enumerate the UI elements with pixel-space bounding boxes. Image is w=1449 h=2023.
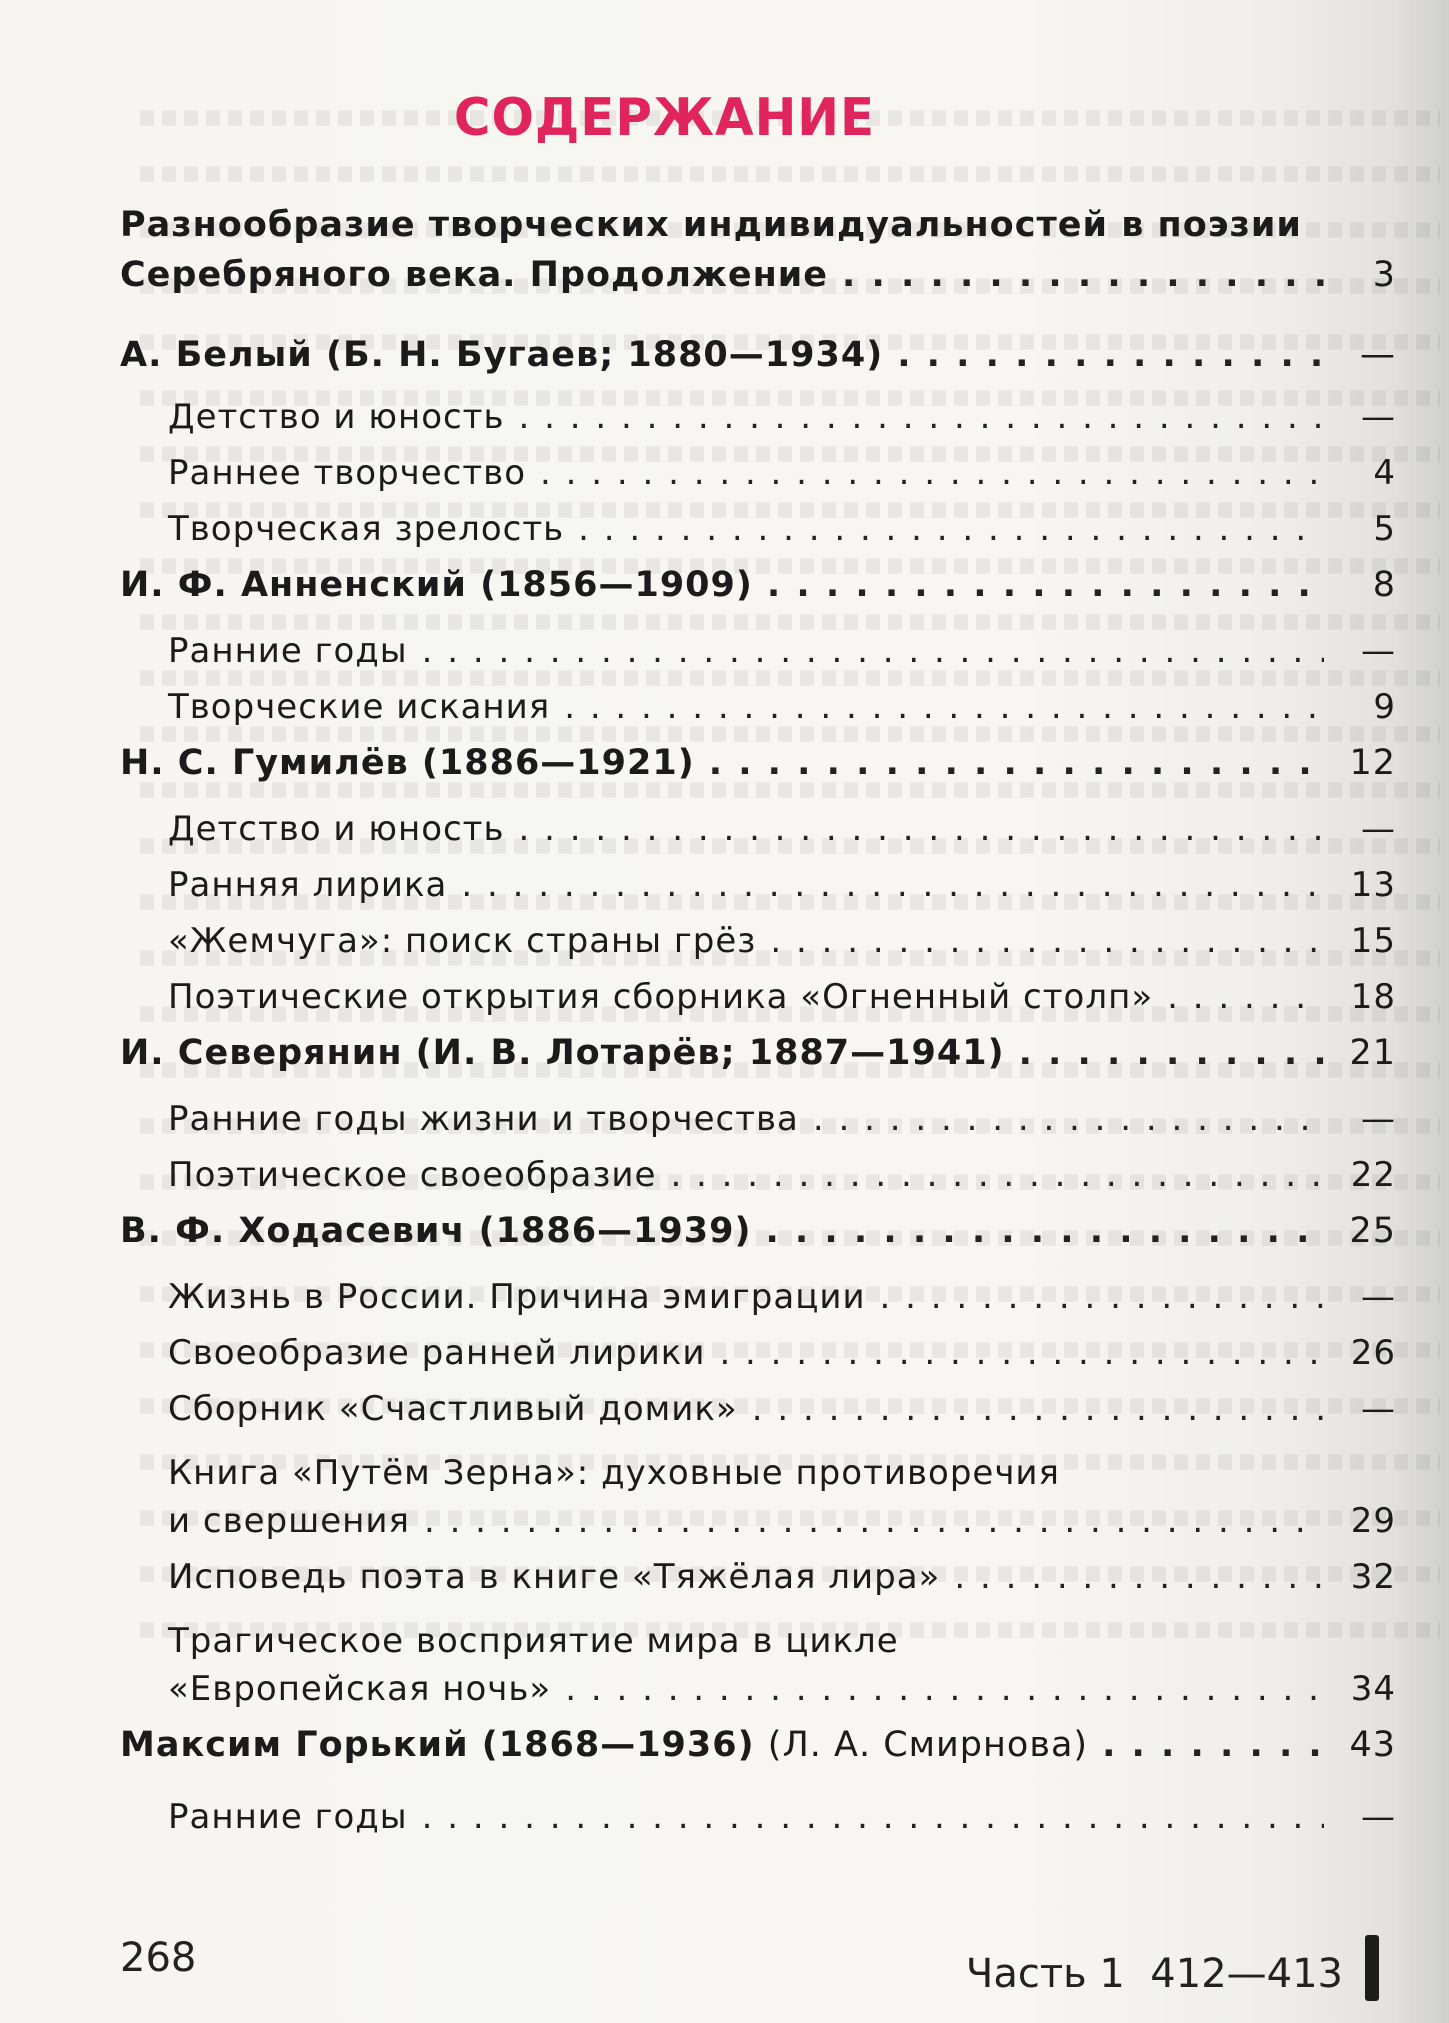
toc-page-number: —: [1361, 631, 1396, 671]
dot-leader: [765, 1211, 1324, 1251]
dot-leader: [565, 1669, 1324, 1709]
toc-entry-title: Творческие искания: [168, 687, 551, 727]
toc-entry-title-line1: Книга «Путём Зерна»: духовные противоречия: [168, 1453, 1060, 1493]
toc-entry[interactable]: [120, 509, 1396, 565]
toc-entry-title: Поэтическое своеобразие: [168, 1155, 657, 1195]
toc-page-number: —: [1361, 1099, 1396, 1139]
dot-leader: [842, 255, 1324, 295]
toc-entry-title: Ранние годы жизни и творчества: [168, 1099, 799, 1139]
toc-page-number: 32: [1350, 1557, 1396, 1597]
section-title-text: Максим Горький (1868—1936): [120, 1725, 755, 1765]
toc-section-title: [120, 1725, 1088, 1765]
page-number: 268: [120, 1935, 197, 1981]
toc-entry-title: Детство и юность: [168, 397, 505, 437]
dot-leader: [670, 1155, 1324, 1195]
dot-leader: [422, 1797, 1324, 1837]
dot-leader: [1167, 977, 1324, 1017]
toc-page-number: —: [1361, 397, 1396, 437]
toc-entry-title: и свершения: [168, 1501, 410, 1541]
toc-entry[interactable]: [120, 1669, 1396, 1725]
toc-page-number: 18: [1350, 977, 1396, 1017]
section-author: (Л. А. Смирнова): [767, 1725, 1089, 1765]
toc-entry-title: Жизнь в России. Причина эмиграции: [168, 1277, 866, 1317]
section-marker: [1365, 1935, 1379, 2001]
dot-leader: [709, 743, 1324, 783]
toc-page-number: —: [1361, 1389, 1396, 1429]
toc-entry-title: Своеобразие ранней лирики: [168, 1333, 706, 1373]
toc-entry[interactable]: [120, 809, 1396, 865]
toc-page-number: 29: [1350, 1501, 1396, 1541]
toc-entry-title: Ранняя лирика: [168, 865, 448, 905]
dot-leader: [752, 1389, 1324, 1429]
toc-entry-title: Сборник «Счастливый домик»: [168, 1389, 738, 1429]
toc-page-number: 25: [1349, 1211, 1396, 1251]
toc-entry[interactable]: [120, 1333, 1396, 1389]
footer-part-code: [966, 1935, 1379, 2001]
toc-entry-intro[interactable]: [120, 255, 1396, 317]
page-title: СОДЕРЖАНИЕ: [453, 88, 876, 148]
dot-leader: [461, 865, 1324, 905]
toc-page-number: 4: [1373, 453, 1396, 493]
toc-page-number: —: [1360, 335, 1396, 375]
toc-entry-title: «Европейская ночь»: [168, 1669, 552, 1709]
dot-leader: [954, 1557, 1324, 1597]
toc-section-severyanin[interactable]: [120, 1033, 1396, 1099]
toc-entry[interactable]: [120, 1501, 1396, 1557]
toc-page-number: 43: [1349, 1725, 1396, 1765]
toc-page-number: 5: [1373, 509, 1396, 549]
toc-page-number: 13: [1350, 865, 1396, 905]
toc-page-number: —: [1361, 809, 1396, 849]
toc-section-annensky[interactable]: [120, 565, 1396, 631]
dot-leader: [767, 565, 1324, 605]
toc-entry[interactable]: [120, 977, 1396, 1033]
table-of-contents: [120, 205, 1396, 1853]
toc-page-number: 22: [1350, 1155, 1396, 1195]
dot-leader: [578, 509, 1324, 549]
toc-entry[interactable]: [120, 1797, 1396, 1853]
toc-section-bely[interactable]: [120, 335, 1396, 397]
dot-leader: [424, 1501, 1324, 1541]
dot-leader: [770, 921, 1324, 961]
toc-section-title: И. Северянин (И. В. Лотарёв; 1887—1941): [120, 1033, 1005, 1073]
toc-entry-title: Раннее творчество: [168, 453, 527, 493]
dot-leader: [880, 1277, 1324, 1317]
footer-part: Часть 1: [965, 1951, 1125, 1997]
intro-title-line1: Разнообразие творческих индивидуальностей в поэзии: [120, 205, 1302, 245]
toc-entry-title: Творческая зрелость: [168, 509, 565, 549]
dot-leader: [519, 397, 1324, 437]
dot-leader: [897, 335, 1324, 375]
toc-entry[interactable]: [120, 687, 1396, 743]
toc-entry[interactable]: [120, 921, 1396, 977]
toc-page-number: 15: [1350, 921, 1396, 961]
toc-entry[interactable]: [120, 1099, 1396, 1155]
toc-page-number: 3: [1372, 255, 1396, 295]
toc-page-number: 9: [1373, 687, 1396, 727]
toc-section-khodasevich[interactable]: [120, 1211, 1396, 1277]
dot-leader: [1019, 1033, 1324, 1073]
toc-entry[interactable]: [120, 397, 1396, 453]
toc-page-number: —: [1361, 1277, 1396, 1317]
toc-section-title: И. Ф. Анненский (1856—1909): [120, 565, 753, 605]
toc-section-gorky[interactable]: [120, 1725, 1396, 1797]
toc-entry-title: Детство и юность: [168, 809, 505, 849]
toc-section-gumilev[interactable]: [120, 743, 1396, 809]
toc-entry-title: Ранние годы: [168, 631, 408, 671]
toc-page-number: —: [1361, 1797, 1396, 1837]
toc-entry-title-line1: Трагическое восприятие мира в цикле: [168, 1621, 899, 1661]
dot-leader: [519, 809, 1324, 849]
dot-leader: [1102, 1725, 1324, 1765]
toc-entry[interactable]: [120, 1277, 1396, 1333]
toc-entry-title: Поэтические открытия сборника «Огненный столп»: [168, 977, 1154, 1017]
dot-leader: [564, 687, 1324, 727]
toc-page-number: 26: [1350, 1333, 1396, 1373]
toc-entry[interactable]: [120, 1557, 1396, 1613]
toc-entry[interactable]: [120, 1389, 1396, 1445]
toc-page-number: 34: [1350, 1669, 1396, 1709]
toc-entry[interactable]: [120, 453, 1396, 509]
toc-page-number: 12: [1349, 743, 1396, 783]
dot-leader: [719, 1333, 1324, 1373]
footer-code: 412—413: [1150, 1951, 1343, 1997]
toc-entry-title: Серебряного века. Продолжение: [120, 255, 829, 295]
dot-leader: [422, 631, 1324, 671]
toc-page-number: 8: [1372, 565, 1396, 605]
toc-section-title: А. Белый (Б. Н. Бугаев; 1880—1934): [120, 335, 884, 375]
dot-leader: [540, 453, 1324, 493]
toc-entry[interactable]: [120, 1155, 1396, 1211]
toc-page-number: 21: [1349, 1033, 1396, 1073]
toc-section-title: В. Ф. Ходасевич (1886—1939): [120, 1211, 752, 1251]
dot-leader: [813, 1099, 1324, 1139]
toc-section-title: Н. С. Гумилёв (1886—1921): [120, 743, 695, 783]
toc-entry-title: Ранние годы: [168, 1797, 408, 1837]
toc-entry[interactable]: [120, 865, 1396, 921]
toc-entry-title: «Жемчуга»: поиск страны грёз: [168, 921, 757, 961]
toc-entry-title: Исповедь поэта в книге «Тяжёлая лира»: [168, 1557, 941, 1597]
toc-entry[interactable]: [120, 631, 1396, 687]
